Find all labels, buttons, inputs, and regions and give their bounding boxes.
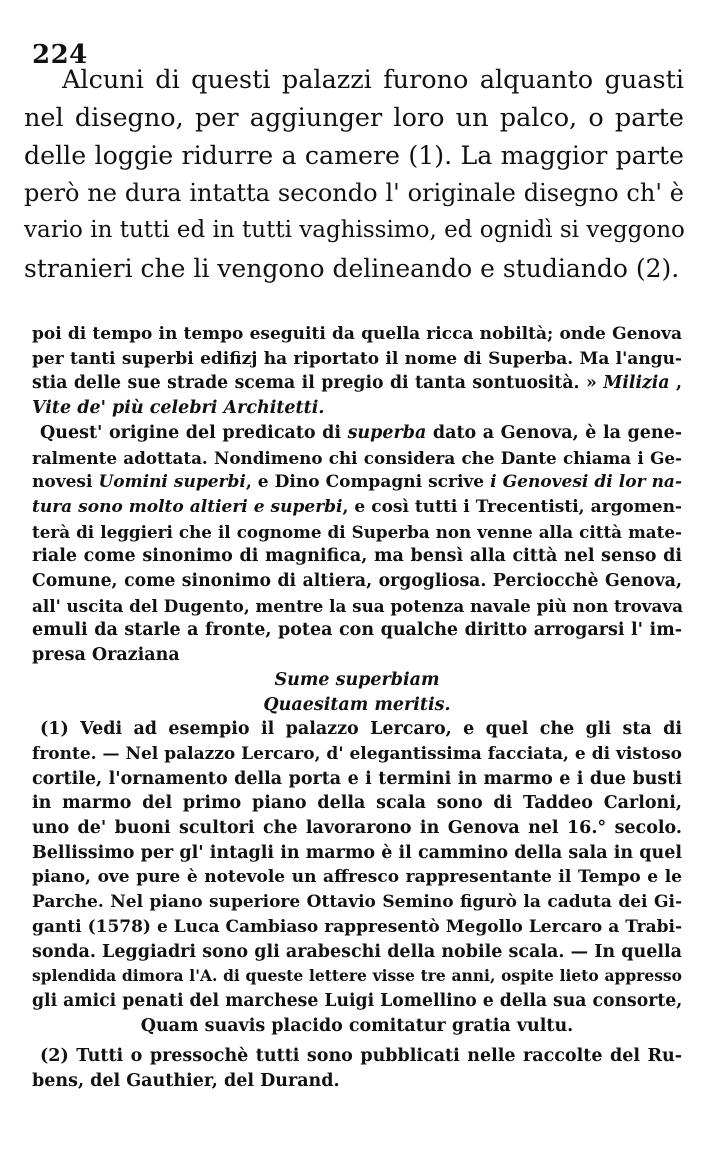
footnote-line: fronte. — Nel palazzo Lercaro, d' elegantissima facciata, e di vistoso <box>32 743 682 764</box>
note-line <box>32 371 682 396</box>
footnote-line: piano, ove pure è notevole un affresco rappresentante il Tempo e le <box>32 867 682 888</box>
note-line <box>32 470 682 495</box>
footnote-line: Bellissimo per gl' intagli in marmo è il cammino della sala in quel <box>32 842 682 863</box>
page-number: 224 <box>32 40 88 70</box>
main-line: Alcuni di questi palazzi furono alquanto guasti <box>62 65 684 95</box>
note-text: , <box>669 373 683 394</box>
main-line: delle loggie ridurre a camere (1). La maggior parte <box>24 141 684 170</box>
footnote-line: (1) Vedi ad esempio il palazzo Lercaro, e quel che gli sta di <box>40 719 682 740</box>
motto-line: Sume superbiam <box>274 669 440 690</box>
note-line <box>32 421 682 446</box>
quotation: Uomini superbi <box>98 472 246 493</box>
note-line: presa Oraziana <box>32 645 180 666</box>
note-line: emuli da starle a fronte, potea con qualche diritto arrogarsi l' im- <box>32 620 682 641</box>
note-text: , e Dino Compagni scrive <box>245 472 491 493</box>
footnote-line: gli amici penati del marchese Luigi Lomellino e della sua consorte, <box>32 990 683 1011</box>
note-text: dato a Genova, è la gene- <box>426 422 682 443</box>
note-line: Comune, come sinonimo di altiera, orgogliosa. Perciocchè Genova, <box>32 571 682 592</box>
book-title: Vite de' più celebri Architetti. <box>32 398 325 419</box>
main-paragraph <box>24 62 684 287</box>
note-text: Quest' origine del predicato di <box>40 422 348 443</box>
footnote-line: Parche. Nel piano superiore Ottavio Semino figurò la caduta dei Gi- <box>32 892 682 913</box>
footnote-line: (2) Tutti o pressochè tutti sono pubblicati nelle raccolte del Ru- <box>40 1046 682 1067</box>
footnote-line: sonda. Leggiadri sono gli arabeschi della nobile scala. — In quella <box>32 941 682 962</box>
footnote-line: cortile, l'ornamento della porta e i termini in marmo e i due busti <box>32 768 682 789</box>
main-line: stranieri che li vengono delineando e studiando (2). <box>24 253 680 283</box>
main-line: però ne dura intatta secondo l' originale disegno ch' è <box>24 178 684 207</box>
note-line: per tanti superbi edifizj ha riportato il nome di Superba. Ma l'angu- <box>32 348 682 369</box>
note-line: riale come sinonimo di magnifica, ma bensì alla città nel senso di <box>32 546 682 567</box>
verse-line: Quam suavis placido comitatur gratia vultu. <box>140 1015 574 1036</box>
author-name: Milizia <box>603 373 670 394</box>
note-line: terà di leggieri che il cognome di Superba non venne alla città mate- <box>32 521 682 542</box>
notes-section <box>32 322 682 1094</box>
note-line <box>32 396 682 421</box>
note-text: novesi <box>32 472 99 493</box>
footnote-line: ganti (1578) e Luca Cambiaso rappresentò Megollo Lercaro a Trabi- <box>32 916 682 937</box>
note-text: stia delle sue strade scema il pregio di tanta sontuosità. » <box>32 373 604 394</box>
main-line: nel disegno, per aggiunger loro un palco, o parte <box>24 102 684 133</box>
note-line: ralmente adottata. Nondimeno chi considera che Dante chiama i Ge- <box>32 447 682 468</box>
note-text: , e così tutti i Trecentisti, argomen- <box>342 496 682 517</box>
note-line <box>32 495 682 520</box>
note-line: all' uscita del Dugento, mentre la sua potenza navale più non trovava <box>32 595 683 616</box>
motto-line: Quaesitam meritis. <box>263 694 451 715</box>
quotation: i Genovesi di lor na- <box>490 472 682 493</box>
emphasis: superba <box>347 422 427 443</box>
note-line: poi di tempo in tempo eseguiti da quella ricca nobiltà; onde Genova <box>32 324 682 344</box>
main-line: vario in tutti ed in tutti vaghissimo, ed ognidì si veggono <box>24 217 685 243</box>
footnote-line: uno de' buoni scultori che lavorarono in Genova nel 16.° secolo. <box>32 818 682 839</box>
footnote-line: in marmo del primo piano della scala sono di Taddeo Carloni, <box>32 793 682 814</box>
quotation: tura sono molto altieri e superbi <box>32 496 343 517</box>
footnote-line: splendida dimora l'A. di queste lettere visse tre anni, ospite lieto appresso <box>32 966 682 986</box>
footnote-line: bens, del Gauthier, del Durand. <box>32 1071 340 1092</box>
